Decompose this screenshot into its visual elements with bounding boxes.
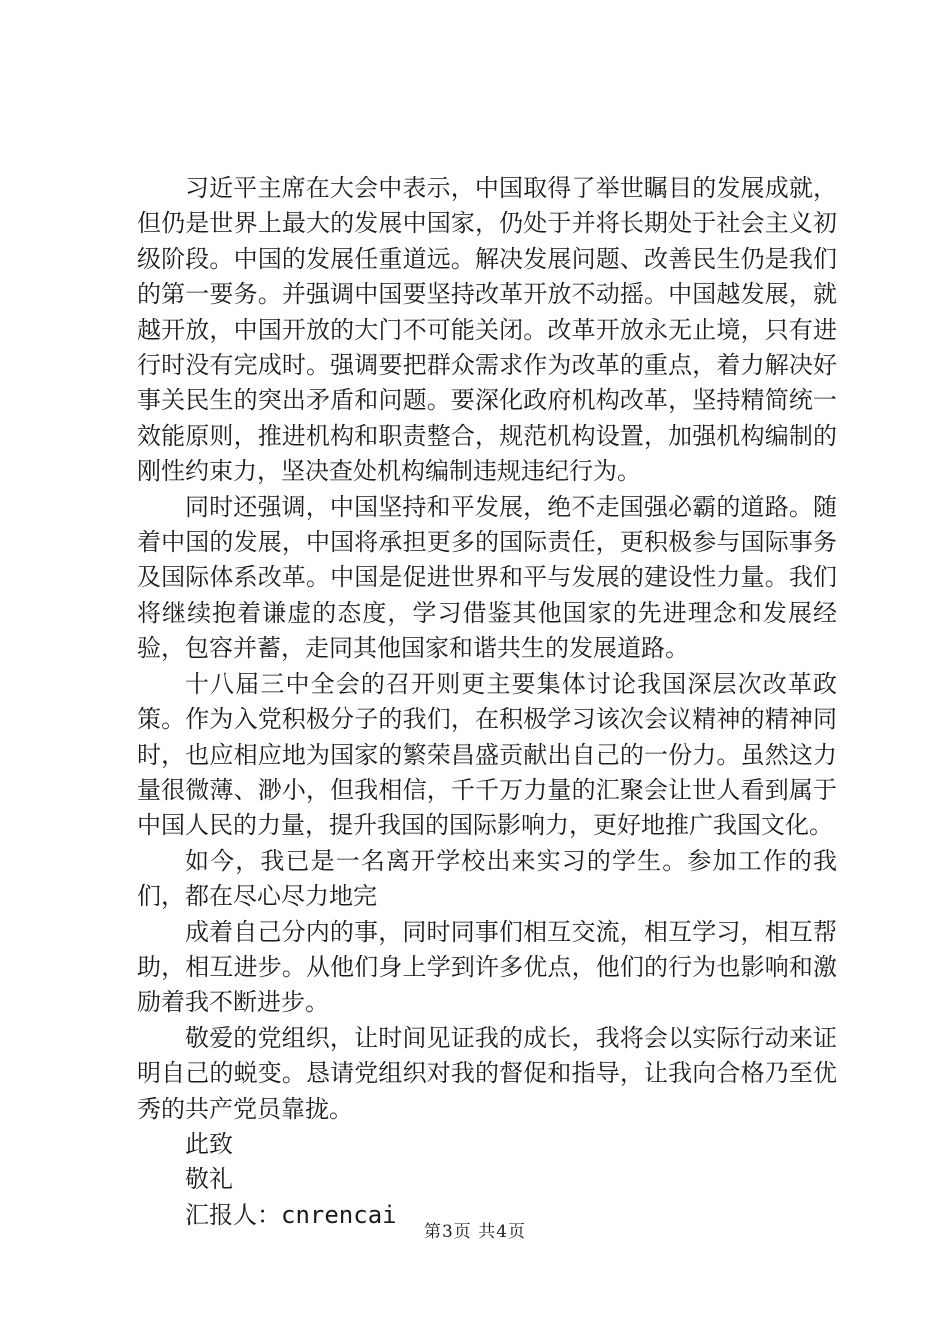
paragraph-speech-summary: 习近平主席在大会中表示，中国取得了举世瞩目的发展成就，但仍是世界上最大的发展中国家，仍处于并将长期处于社会主义初级阶段。中国的发展任重道远。解决发展问题、改善民生仍是我们的第一要务。并强调中国要坚持改革开放不动摇。中国越发展，就越开放，中国开放的大门不可能关闭。改革开放永无止境，只有进行时没有完成时。强调要把群众需求作为改革的重点，着力解决好事关民生的突出矛盾和问题。要深化政府机构改革，坚持精简统一效能原则，推进机构和职责整合，规范机构设置，加强机构编制的刚性约束力，坚决查处机构编制违规违纪行为。 bbox=[137, 174, 837, 486]
reporter-signature: 汇报人：cnrencai bbox=[185, 1200, 397, 1229]
paragraph-colleagues: 成着自己分内的事，同时同事们相互交流，相互学习，相互帮助，相互进步。从他们身上学到许多优点，他们的行为也影响和激励着我不断进步。 bbox=[137, 917, 837, 1017]
paragraph-commitment: 敬爱的党组织，让时间见证我的成长，我将会以实际行动来证明自己的蜕变。恳请党组织对我的督促和指导，让我向合格乃至优秀的共产党员靠拢。 bbox=[137, 1023, 837, 1123]
paragraph-third-plenum: 十八届三中全会的召开则更主要集体讨论我国深层次改革政策。作为入党积极分子的我们，在积极学习该次会议精神的精神同时，也应相应地为国家的繁荣昌盛贡献出自己的一份力。虽然这力量很微薄、渺小，但我相信，千千万力量的汇聚会让世人看到属于中国人民的力量，提升我国的国际影响力，更好地推广我国文化。 bbox=[137, 669, 837, 840]
closing-salutation-2: 敬礼 bbox=[185, 1165, 233, 1194]
paragraph-peaceful-development: 同时还强调，中国坚持和平发展，绝不走国强必霸的道路。随着中国的发展，中国将承担更多的国际责任，更积极参与国际事务及国际体系改革。中国是促进世界和平与发展的建设性力量。我们将继续抱着谦虚的态度，学习借鉴其他国家的先进理念和发展经验，包容并蓄，走同其他国家和谐共生的发展道路。 bbox=[137, 492, 837, 663]
letter-body bbox=[137, 171, 837, 1233]
paragraph-internship: 如今，我已是一名离开学校出来实习的学生。参加工作的我们，都在尽心尽力地完 bbox=[137, 846, 837, 911]
closing-salutation-1: 此致 bbox=[185, 1129, 233, 1158]
page-footer: 第3页 共4页 bbox=[423, 1222, 527, 1242]
